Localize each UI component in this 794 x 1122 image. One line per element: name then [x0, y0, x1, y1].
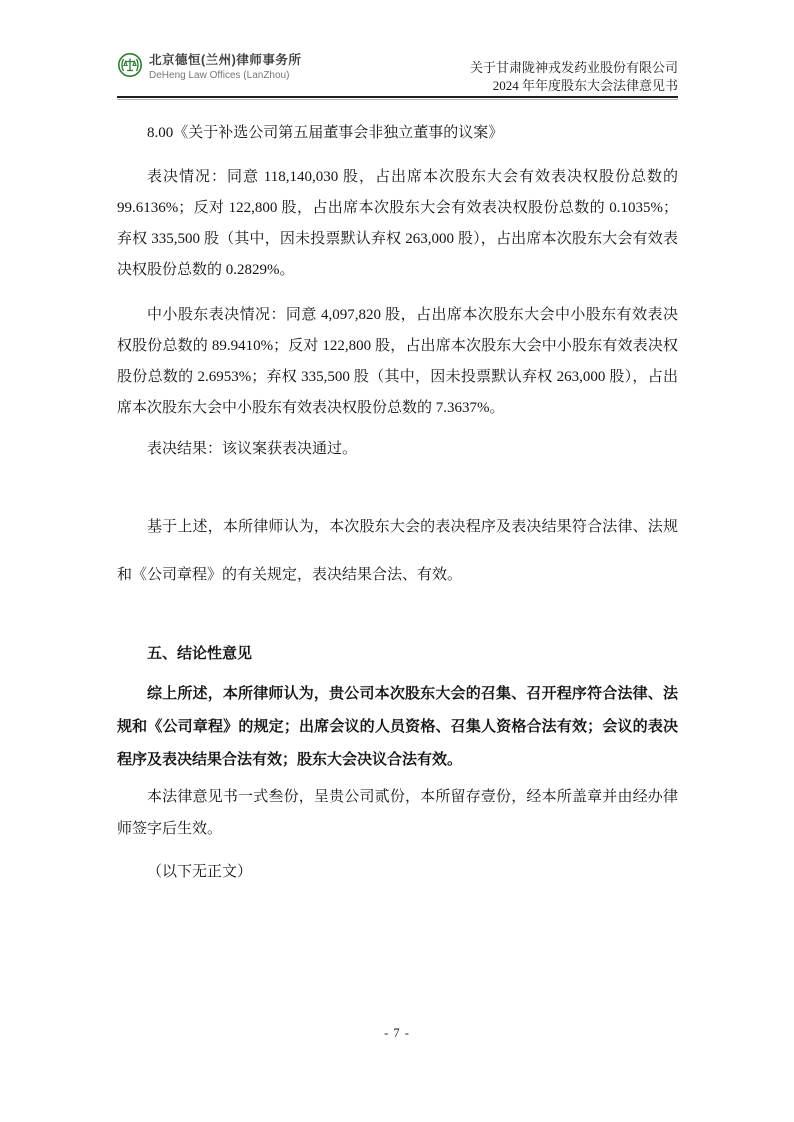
minority-vote-paragraph: 中小股东表决情况：同意 4,097,820 股，占出席本次股东大会中小股东有效表决权股份总数的 89.9410%；反对 122,800 股，占出席本次股东大会中小股东有效表决权股份总数的 2.6953%；弃权 335,500 股（其中，因未投票默认弃权 263,000 股），占出席本次股东大会中小股东有效表决权股份总数的 7.3637%。: [117, 307, 678, 416]
vote-outcome-line: 表决结果：该议案获表决通过。: [147, 441, 358, 457]
law-firm-logo: [117, 48, 301, 82]
doc-ref-line1: 关于甘肃陇神戎发药业股份有限公司: [469, 60, 678, 75]
no-further-text-note: （以下无正文）: [147, 864, 253, 880]
firm-name-en: DeHeng Law Offices (LanZhou): [149, 70, 290, 81]
page-footer: [0, 1026, 794, 1041]
firm-name-zh: 北京德恒(兰州)律师事务所: [149, 53, 302, 67]
header-divider: [117, 96, 678, 100]
document-body: [117, 118, 678, 888]
section-heading-conclusion: 五、结论性意见: [147, 646, 253, 662]
vote-result-paragraph: 表决情况：同意 118,140,030 股，占出席本次股东大会有效表决权股份总数的 99.6136%；反对 122,800 股，占出席本次股东大会有效表决权股份总数的 0.1035%；弃权 335,500 股（其中，因未投票默认弃权 263,000 股），占出席本次股东大会有效表决权股份总数的 0.2829%。: [117, 169, 678, 278]
interim-conclusion-paragraph: 基于上述，本所律师认为，本次股东大会的表决程序及表决结果符合法律、法规和《公司章程》的有关规定，表决结果合法、有效。: [117, 519, 678, 583]
doc-ref-line2: 2024 年年度股东大会法律意见书: [492, 78, 678, 93]
copies-validity-paragraph: 本法律意见书一式叁份，呈贵公司贰份，本所留存壹份，经本所盖章并由经办律师签字后生效。: [117, 789, 678, 837]
document-reference: [470, 48, 678, 95]
header-divider-dark-line: [117, 96, 678, 98]
header-divider-light-line: [117, 99, 678, 100]
page-header: [117, 48, 678, 95]
firm-name-block: [149, 52, 301, 82]
final-opinion-paragraph: 综上所述，本所律师认为，贵公司本次股东大会的召集、召开程序符合法律、法规和《公司章程》的规定；出席会议的人员资格、召集人资格合法有效；会议的表决程序及表决结果合法有效；股东大会决议合法有效。: [117, 686, 678, 768]
page-number: - 7 -: [384, 1026, 410, 1040]
proposal-heading: 8.00《关于补选公司第五届董事会非独立董事的议案》: [147, 125, 504, 141]
law-firm-seal-icon: [117, 52, 143, 78]
